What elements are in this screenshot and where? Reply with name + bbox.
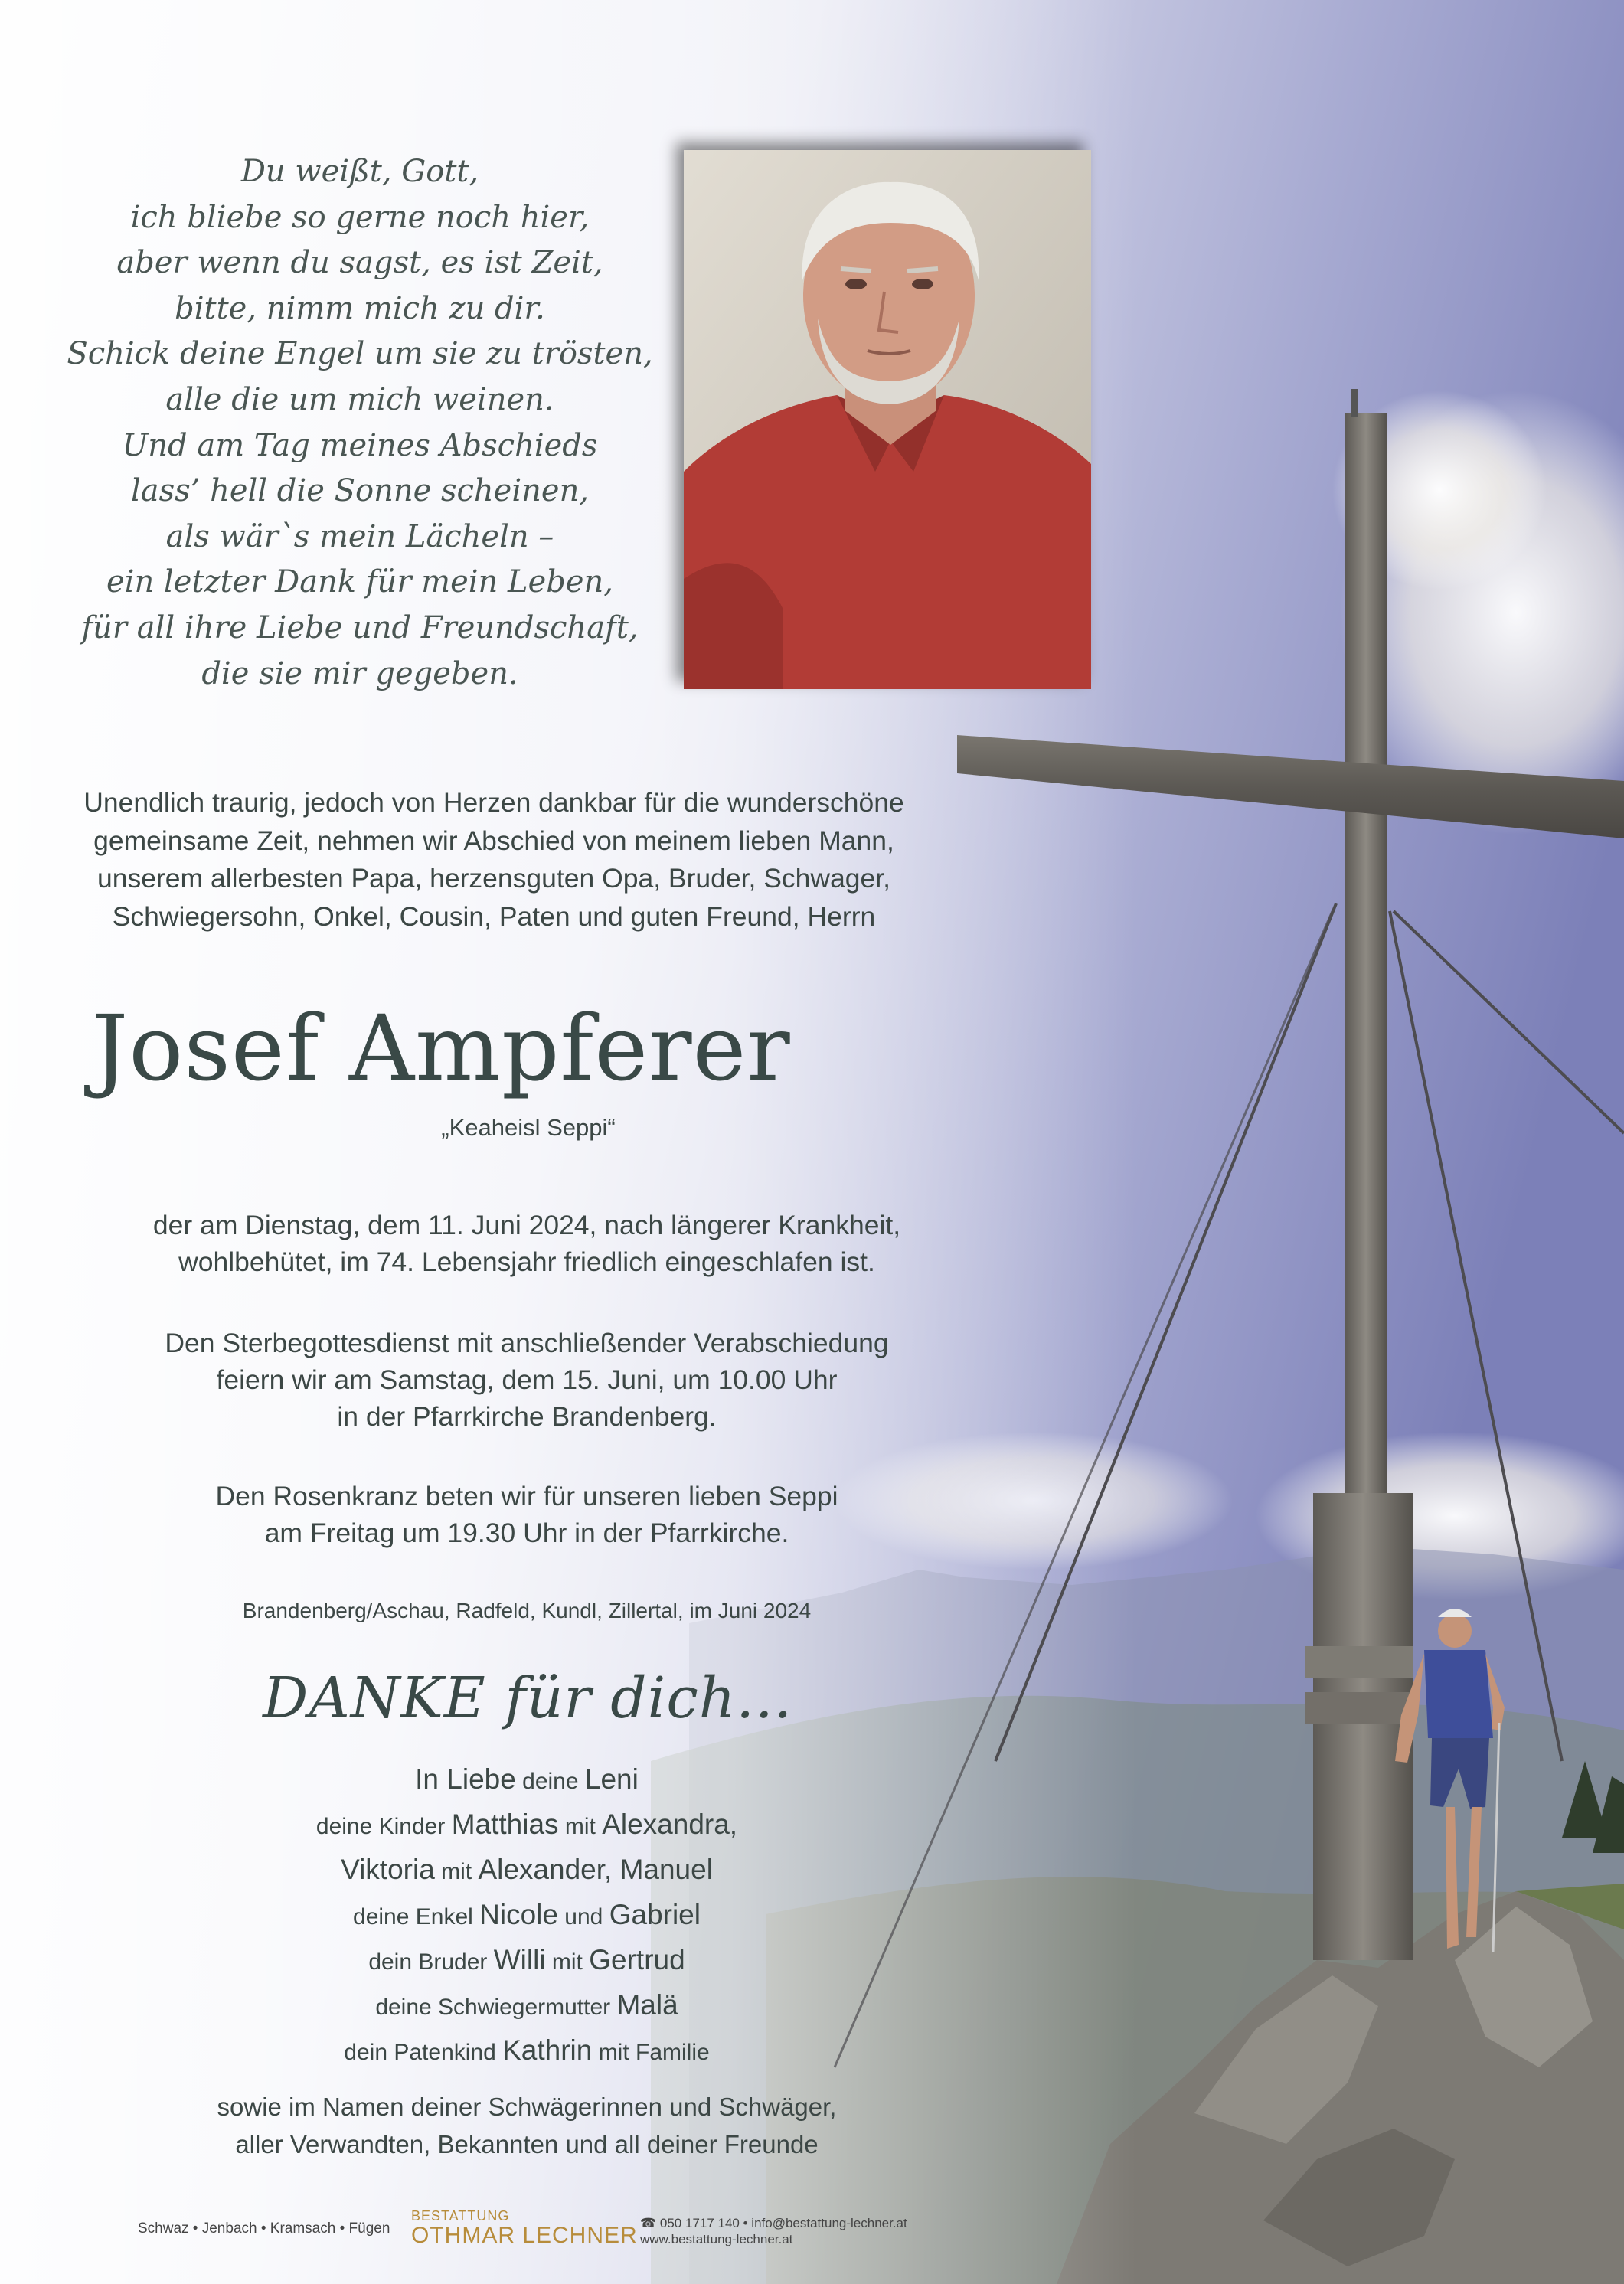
relation-text: deine <box>515 1769 585 1794</box>
poem-line: als wär`s mein Lächeln – <box>165 518 554 554</box>
family-name: Nicole <box>479 1899 558 1930</box>
poem-line: für all ihre Liebe und Freundschaft, <box>81 609 639 645</box>
footer-website[interactable]: www.bestattung-lechner.at <box>640 2232 793 2246</box>
relation-text: mit <box>545 1949 590 1975</box>
funeral-line: in der Pfarrkirche Brandenberg. <box>337 1401 717 1432</box>
relation-text: dein Bruder <box>368 1949 494 1975</box>
poem-line: ich bliebe so gerne noch hier, <box>130 199 590 235</box>
funeral-service <box>106 1325 948 1435</box>
death-notice <box>106 1207 948 1280</box>
family-line <box>106 2029 948 2074</box>
intro-line: unserem allerbesten Papa, herzensguten Opa, Bruder, Schwager, <box>96 863 891 894</box>
family-name: Viktoria <box>341 1854 435 1885</box>
family-line <box>106 1848 948 1894</box>
family-line <box>106 1894 948 1939</box>
family-name: Malä <box>616 1989 678 2021</box>
relation-text: mit <box>558 1814 603 1839</box>
family-name: In Liebe <box>415 1763 516 1795</box>
intro-line: Unendlich traurig, jedoch von Herzen dankbar für die wunderschöne <box>83 787 904 818</box>
poem-line: ein letzter Dank für mein Leben, <box>106 564 614 600</box>
danke-heading: DANKE für dich... <box>263 1665 792 1731</box>
funeral-home-logo <box>411 2208 638 2249</box>
family-line <box>106 1803 948 1848</box>
family-line <box>106 1984 948 2029</box>
family-name: Matthias <box>451 1809 559 1840</box>
family-line <box>106 1758 948 1803</box>
poem-line: aber wenn du sagst, es ist Zeit, <box>116 245 603 281</box>
poem-line: bitte, nimm mich zu dir. <box>175 290 545 326</box>
family-name: Alexander, Manuel <box>478 1854 713 1885</box>
brand-name: OTHMAR LECHNER <box>411 2223 638 2248</box>
intro-text <box>73 784 915 936</box>
footer-contact <box>640 2215 907 2247</box>
closing-line: sowie im Namen deiner Schwägerinnen und Schwäger, <box>217 2093 837 2121</box>
poem-line: Und am Tag meines Abschieds <box>122 427 598 463</box>
family-name: Alexandra, <box>602 1809 738 1840</box>
brand-top: BESTATTUNG <box>411 2208 510 2224</box>
closing-line: aller Verwandten, Bekannten und all deiner Freunde <box>235 2130 819 2158</box>
poem <box>46 149 674 697</box>
funeral-line: feiern wir am Samstag, dem 15. Juni, um 10.00 Uhr <box>216 1364 838 1395</box>
relation-text: dein Patenkind <box>344 2040 503 2065</box>
family-line <box>106 1939 948 1984</box>
relation-text: und <box>557 1904 609 1929</box>
place-date: Brandenberg/Aschau, Radfeld, Kundl, Zillertal, im Juni 2024 <box>242 1599 812 1622</box>
relation-text: mit Familie <box>592 2040 710 2065</box>
intro-line: gemeinsame Zeit, nehmen wir Abschied von meinem lieben Mann, <box>93 825 894 856</box>
rosary-line: Den Rosenkranz beten wir für unseren lieben Seppi <box>215 1481 838 1511</box>
death-notice-line: wohlbehütet, im 74. Lebensjahr friedlich eingeschlafen ist. <box>178 1247 875 1277</box>
family-name: Kathrin <box>502 2034 593 2066</box>
portrait-photo <box>684 150 1091 689</box>
death-notice-line: der am Dienstag, dem 11. Juni 2024, nach längerer Krankheit, <box>152 1210 901 1240</box>
rosary-line: am Freitag um 19.30 Uhr in der Pfarrkirche. <box>264 1518 789 1548</box>
closing-text <box>106 2088 948 2163</box>
poem-line: Schick deine Engel um sie zu trösten, <box>67 336 653 372</box>
rosary-notice <box>106 1478 948 1551</box>
poem-line: die sie mir gegeben. <box>201 655 518 691</box>
footer-phone-email[interactable]: ☎ 050 1717 140 • info@bestattung-lechner.at <box>640 2216 907 2230</box>
poem-line: lass’ hell die Sonne scheinen, <box>130 473 590 509</box>
intro-line: Schwiegersohn, Onkel, Cousin, Paten und guten Freund, Herrn <box>112 901 876 933</box>
relation-text: deine Kinder <box>315 1814 452 1839</box>
funeral-line: Den Sterbegottesdienst mit anschließender Verabschiedung <box>165 1328 889 1358</box>
family-name: Gertrud <box>589 1944 685 1975</box>
family-name: Willi <box>493 1944 546 1975</box>
family-name: Leni <box>584 1763 639 1795</box>
poem-line: Du weißt, Gott, <box>240 154 479 189</box>
deceased-name: Josef Ampferer <box>92 995 791 1101</box>
family-list <box>106 1758 948 2074</box>
relation-text: mit <box>434 1859 479 1884</box>
family-name: Gabriel <box>609 1899 701 1930</box>
footer-locations: Schwaz • Jenbach • Kramsach • Fügen <box>138 2220 390 2237</box>
nickname: „Keaheisl Seppi“ <box>441 1114 616 1141</box>
relation-text: deine Schwiegermutter <box>375 1995 617 2020</box>
relation-text: deine Enkel <box>353 1904 480 1929</box>
poem-line: alle die um mich weinen. <box>165 381 554 417</box>
